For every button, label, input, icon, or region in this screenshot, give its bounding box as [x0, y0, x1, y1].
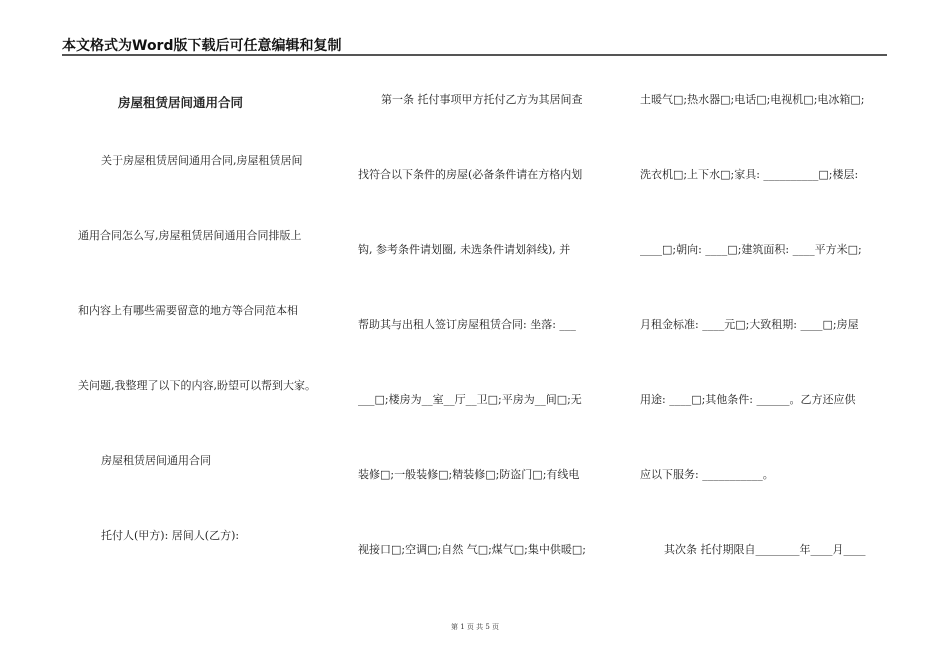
- clause-line: 视接口□;空调□;自然 气□;煤气□;集中供暖□;: [358, 543, 586, 556]
- clause-line: 月租金标准: ____元□;大致租期: ____□;房屋: [640, 318, 859, 331]
- clause-line: 找符合以下条件的房屋(必备条件请在方格内划: [358, 168, 583, 181]
- header-divider: [62, 54, 887, 56]
- clause-line: 洗衣机□;上下水□;家具: __________□;楼层:: [640, 168, 859, 181]
- paragraph-line: 和内容上有哪些需要留意的地方等合同范本相: [78, 304, 298, 317]
- clause-line: 应以下服务: ___________。: [640, 468, 774, 481]
- paragraph-line: 关问题,我整理了以下的内容,盼望可以帮到大家。: [78, 379, 316, 392]
- clause-line: 帮助其与出租人签订房屋租赁合同: 坐落: ___: [358, 318, 576, 331]
- clause-line: ____□;朝向: ____□;建筑面积: ____平方米□;: [640, 243, 862, 256]
- clause-line: 土暖气□;热水器□;电话□;电视机□;电冰箱□;: [640, 93, 865, 106]
- page-number: 第 1 页 共 5 页: [450, 623, 500, 631]
- clause-line: 其次条 托付期限自________年____月____: [664, 543, 866, 556]
- paragraph-line: 通用合同怎么写,房屋租赁居间通用合同排版上: [78, 229, 302, 242]
- header-title: 本文格式为Word版下载后可任意编辑和复制: [62, 38, 342, 54]
- contract-title: 房屋租赁居间通用合同: [118, 95, 244, 110]
- clause-line: 钩, 参考条件请划圈, 未选条件请划斜线), 并: [358, 243, 571, 256]
- clause-line: ___□;楼房为__室__厅__卫□;平房为__间□;无: [358, 393, 582, 406]
- clause-line: 第一条 托付事项甲方托付乙方为其居间查: [381, 93, 583, 106]
- clause-line: 装修□;一般装修□;精装修□;防盗门□;有线电: [358, 468, 580, 481]
- clause-line: 用途: ____□;其他条件: ______。乙方还应供: [640, 393, 856, 406]
- section-heading: 房屋租赁居间通用合同: [101, 454, 211, 467]
- party-line: 托付人(甲方): 居间人(乙方):: [101, 529, 240, 542]
- paragraph-line: 关于房屋租赁居间通用合同,房屋租赁居间: [101, 154, 303, 167]
